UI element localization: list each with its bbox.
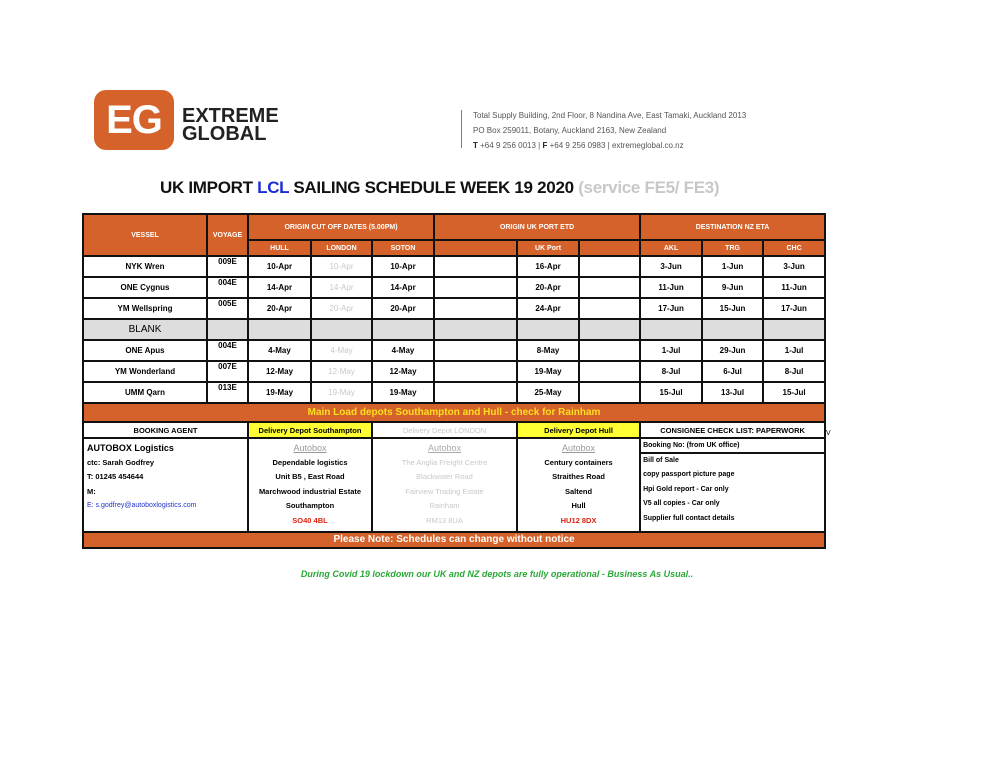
- depot-hull: [517, 438, 640, 532]
- cell-ukport: 19-May: [517, 361, 579, 382]
- cell-blank: [434, 298, 517, 319]
- header-hull: HULL: [248, 240, 311, 256]
- header-soton: SOTON: [372, 240, 434, 256]
- depot-line: Straithes Road: [552, 472, 606, 482]
- depot-london-header: Delivery Depot LONDON: [372, 422, 517, 438]
- depot-southampton: [248, 438, 372, 532]
- brand-line1: EXTREME: [182, 105, 279, 127]
- cell-soton: 12-May: [372, 361, 434, 382]
- cell-london: 14-Apr: [311, 277, 372, 298]
- depot-line: The Anglia Freight Centre: [401, 457, 488, 467]
- header-blank: [434, 240, 517, 256]
- header-cutoff: ORIGIN CUT OFF DATES (5.00PM): [248, 214, 434, 240]
- depot-line: Century containers: [544, 457, 613, 467]
- cell-soton: 4-May: [372, 340, 434, 361]
- cell-london: 12-May: [311, 361, 372, 382]
- header-voyage: VOYAGE: [207, 214, 248, 256]
- cell-blank: [579, 382, 640, 403]
- cell-london: 4-May: [311, 340, 372, 361]
- cell-akl: 1-Jul: [640, 340, 702, 361]
- cell-hull: 19-May: [248, 382, 311, 403]
- cell-ukport: 20-Apr: [517, 277, 579, 298]
- schedule-note: Please Note: Schedules can change without notice: [83, 532, 825, 548]
- header-trg: TRG: [702, 240, 763, 256]
- depot-line: Saltend: [565, 486, 593, 496]
- cell-chc: 1-Jul: [763, 340, 825, 361]
- cell-trg: 1-Jun: [702, 256, 763, 277]
- title-lcl: LCL: [257, 178, 289, 197]
- cell-blank: [434, 277, 517, 298]
- header-etd: ORIGIN UK PORT ETD: [434, 214, 640, 240]
- cell-voyage: 007E: [207, 361, 248, 382]
- cell-soton: 10-Apr: [372, 256, 434, 277]
- cell-hull: 14-Apr: [248, 277, 311, 298]
- cell-blank: [579, 361, 640, 382]
- cell-trg: 9-Jun: [702, 277, 763, 298]
- cell-voyage: 004E: [207, 277, 248, 298]
- table-row: [83, 382, 825, 403]
- cell-vessel: UMM Qarn: [83, 382, 207, 403]
- divider: [461, 110, 462, 148]
- cell-chc: 17-Jun: [763, 298, 825, 319]
- table-row: [83, 319, 825, 340]
- cell-voyage: 013E: [207, 382, 248, 403]
- cell-vessel: ONE Apus: [83, 340, 207, 361]
- main-load-banner: Main Load depots Southampton and Hull - check for Rainham: [83, 403, 825, 422]
- cell-chc: 8-Jul: [763, 361, 825, 382]
- fax-web: +64 9 256 0983 | extremeglobal.co.nz: [549, 141, 684, 150]
- cell-london: 20-Apr: [311, 298, 372, 319]
- agent-phone: T: 01245 454644: [87, 472, 144, 482]
- checklist-item: Hpi Gold report - Car only: [643, 485, 729, 493]
- cell-hull: 10-Apr: [248, 256, 311, 277]
- brand-line2: GLOBAL: [182, 123, 267, 145]
- checklist-item: V5 all copies - Car only: [643, 500, 720, 508]
- depot-london: [372, 438, 517, 532]
- company-logo: EG: [94, 90, 174, 150]
- schedule-table: [82, 213, 826, 549]
- checklist-header: CONSIGNEE CHECK LIST: PAPERWORK: [640, 422, 825, 438]
- cell-chc: 11-Jun: [763, 277, 825, 298]
- header-vessel: VESSEL: [83, 214, 207, 256]
- phone-label: T: [473, 141, 478, 150]
- contact-line: [473, 138, 746, 153]
- address-line2: PO Box 259011, Botany, Auckland 2163, New Zealand: [473, 126, 667, 135]
- address-line1: Total Supply Building, 2nd Floor, 8 Nandina Ave, East Tamaki, Auckland 2013: [473, 111, 747, 120]
- checklist-item: Booking No: (from UK office): [641, 439, 824, 454]
- checklist-item: copy passport picture page: [643, 471, 735, 479]
- phone: +64 9 256 0013 |: [480, 141, 541, 150]
- cell-chc: 15-Jul: [763, 382, 825, 403]
- cell-trg: 29-Jun: [702, 340, 763, 361]
- depot-line: Fairview Trading Estate: [405, 486, 484, 496]
- booking-agent: [83, 438, 248, 532]
- cell-voyage: 009E: [207, 256, 248, 277]
- company-address: [473, 108, 746, 153]
- booking-agent-header: BOOKING AGENT: [83, 422, 248, 438]
- cell-blank: [579, 319, 640, 340]
- cell-blank: [434, 340, 517, 361]
- cell-soton: 14-Apr: [372, 277, 434, 298]
- cell-soton: 19-May: [372, 382, 434, 403]
- cell-blank: [434, 382, 517, 403]
- cell-chc: [763, 319, 825, 340]
- depot-hull-header: Delivery Depot Hull: [517, 422, 640, 438]
- header-ukport: UK Port: [517, 240, 579, 256]
- cell-blank: [434, 319, 517, 340]
- depot-line: Southampton: [285, 501, 335, 511]
- cell-blank: [579, 298, 640, 319]
- cell-london: 10-Apr: [311, 256, 372, 277]
- checklist-item: Supplier full contact details: [643, 514, 735, 522]
- autobox-link[interactable]: Autobox: [428, 443, 462, 453]
- title-part1: UK IMPORT: [160, 178, 258, 197]
- cell-akl: 8-Jul: [640, 361, 702, 382]
- depot-line: Hull: [571, 501, 586, 511]
- header-chc: CHC: [763, 240, 825, 256]
- cell-hull: 4-May: [248, 340, 311, 361]
- depot-line: Marchwood industrial Estate: [258, 486, 362, 496]
- cell-akl: 15-Jul: [640, 382, 702, 403]
- cell-ukport: 8-May: [517, 340, 579, 361]
- cell-ukport: [517, 319, 579, 340]
- autobox-link[interactable]: Autobox: [562, 443, 596, 453]
- cell-voyage: 004E: [207, 340, 248, 361]
- cell-hull: [248, 319, 311, 340]
- cell-akl: 17-Jun: [640, 298, 702, 319]
- cell-blank: [579, 277, 640, 298]
- cell-akl: 3-Jun: [640, 256, 702, 277]
- title-service: (service FE5/ FE3): [578, 178, 720, 197]
- cell-trg: 15-Jun: [702, 298, 763, 319]
- cell-blank: [434, 361, 517, 382]
- cell-blank: [579, 256, 640, 277]
- table-row: [83, 277, 825, 298]
- checklist-item: Bill of Sale: [643, 456, 679, 464]
- header-blank: [579, 240, 640, 256]
- company-name: [182, 107, 279, 143]
- depot-line: Dependable logistics: [272, 457, 348, 467]
- cell-akl: [640, 319, 702, 340]
- cell-vessel: ONE Cygnus: [83, 277, 207, 298]
- fax-label: F: [542, 141, 548, 150]
- cell-soton: 20-Apr: [372, 298, 434, 319]
- cell-soton: [372, 319, 434, 340]
- page-title: [160, 178, 719, 198]
- header-akl: AKL: [640, 240, 702, 256]
- cell-hull: 20-Apr: [248, 298, 311, 319]
- depot-postcode: RM13 8UA: [426, 515, 463, 525]
- cell-voyage: [207, 319, 248, 340]
- cell-hull: 12-May: [248, 361, 311, 382]
- cell-trg: [702, 319, 763, 340]
- cell-chc: 3-Jun: [763, 256, 825, 277]
- table-row: [83, 256, 825, 277]
- cell-vessel: BLANK: [83, 319, 207, 340]
- depot-postcode: HU12 8DX: [560, 515, 597, 525]
- consignee-checklist: [640, 438, 825, 532]
- cell-ukport: 16-Apr: [517, 256, 579, 277]
- cell-london: [311, 319, 372, 340]
- autobox-link[interactable]: Autobox: [293, 443, 327, 453]
- cell-blank: [434, 256, 517, 277]
- table-row: [83, 340, 825, 361]
- cell-voyage: 005E: [207, 298, 248, 319]
- header-eta: DESTINATION NZ ETA: [640, 214, 825, 240]
- depot-line: Unit B5 , East Road: [275, 472, 345, 482]
- cell-vessel: YM Wellspring: [83, 298, 207, 319]
- cell-ukport: 24-Apr: [517, 298, 579, 319]
- cell-vessel: YM Wonderland: [83, 361, 207, 382]
- cell-trg: 6-Jul: [702, 361, 763, 382]
- depot-postcode: SO40 4BL: [292, 515, 328, 525]
- depot-line: Blackwater Road: [416, 472, 473, 482]
- cell-akl: 11-Jun: [640, 277, 702, 298]
- depot-line: Rainham: [429, 501, 460, 511]
- side-mark: V: [826, 430, 831, 437]
- table-row: [83, 298, 825, 319]
- header-london: LONDON: [311, 240, 372, 256]
- cell-london: 19-May: [311, 382, 372, 403]
- agent-contact: ctc: Sarah Godfrey: [87, 457, 155, 467]
- agent-email-link[interactable]: E: s.godfrey@autoboxlogistics.com: [87, 502, 197, 510]
- cell-trg: 13-Jul: [702, 382, 763, 403]
- cell-blank: [579, 340, 640, 361]
- agent-name: AUTOBOX Logistics: [87, 443, 174, 453]
- depot-southampton-header: Delivery Depot Southampton: [248, 422, 372, 438]
- cell-vessel: NYK Wren: [83, 256, 207, 277]
- covid-notice: During Covid 19 lockdown our UK and NZ depots are fully operational - Business As Usual..: [300, 569, 694, 579]
- cell-ukport: 25-May: [517, 382, 579, 403]
- agent-mobile: M:: [87, 486, 96, 496]
- title-part2: SAILING SCHEDULE WEEK 19 2020: [288, 178, 579, 197]
- table-row: [83, 361, 825, 382]
